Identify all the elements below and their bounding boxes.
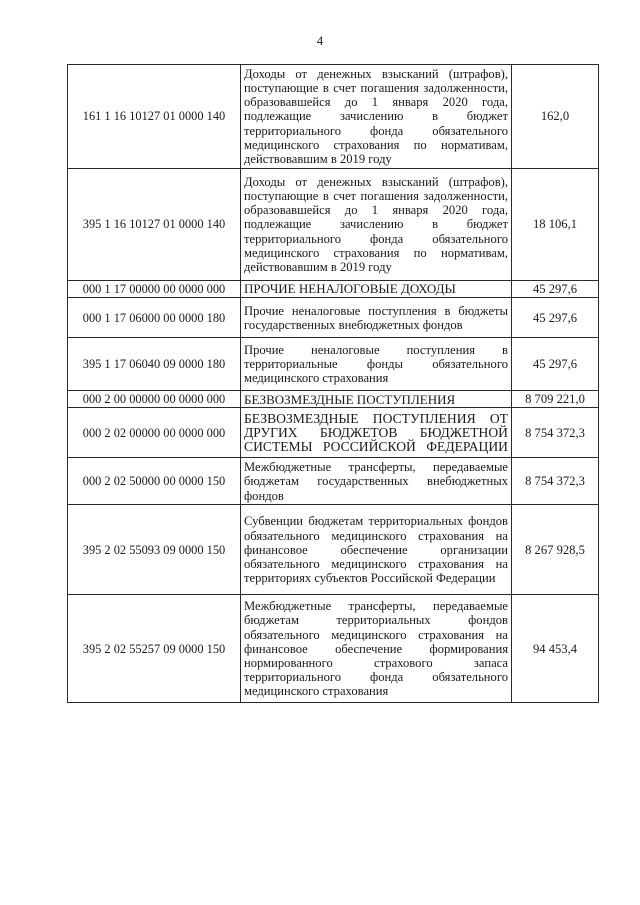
table-row [68,298,599,338]
revenue-name: ПРОЧИЕ НЕНАЛОГОВЫЕ ДОХОДЫ [241,281,512,298]
revenue-code: 395 1 16 10127 01 0000 140 [68,169,241,281]
revenue-code: 395 2 02 55093 09 0000 150 [68,505,241,595]
revenue-name: Межбюджетные трансферты, передаваемые бюджетам государственных внебюджетных фондов [241,458,512,505]
revenue-name: Прочие неналоговые поступления в территориальные фонды обязательного медицинского страхования [241,338,512,391]
table-row [68,505,599,595]
revenue-amount: 45 297,6 [512,298,599,338]
revenue-amount: 45 297,6 [512,281,599,298]
revenue-code: 395 1 17 06040 09 0000 180 [68,338,241,391]
revenue-code: 000 2 02 00000 00 0000 000 [68,408,241,458]
revenue-amount: 94 453,4 [512,595,599,703]
page-number: 4 [316,33,324,48]
table-row [68,281,599,298]
revenue-amount: 18 106,1 [512,169,599,281]
revenue-name: Доходы от денежных взысканий (штрафов), поступающие в счет погашения задолженности, образовавшейся до 1 января 2020 года, подлежащие зачислению в бюджет территориального фонда обязательного медицинского страхования по нормативам, действовавшим в 2019 году [241,65,512,169]
table-row [68,65,599,169]
table-row [68,458,599,505]
table-row [68,595,599,703]
revenue-amount: 8 267 928,5 [512,505,599,595]
table-row [68,169,599,281]
table-row [68,408,599,458]
revenue-table [67,64,599,703]
table-row [68,338,599,391]
revenue-amount: 8 754 372,3 [512,408,599,458]
revenue-code: 000 2 00 00000 00 0000 000 [68,391,241,408]
revenue-amount: 8 754 372,3 [512,458,599,505]
revenue-amount: 45 297,6 [512,338,599,391]
revenue-name: Доходы от денежных взысканий (штрафов), поступающие в счет погашения задолженности, образовавшейся до 1 января 2020 года, подлежащие зачислению в бюджет территориального фонда обязательного медицинского страхования по нормативам, действовавшим в 2019 году [241,169,512,281]
revenue-code: 000 1 17 06000 00 0000 180 [68,298,241,338]
revenue-name: БЕЗВОЗМЕЗДНЫЕ ПОСТУПЛЕНИЯ [241,391,512,408]
revenue-code: 000 1 17 00000 00 0000 000 [68,281,241,298]
revenue-amount: 162,0 [512,65,599,169]
revenue-name: Прочие неналоговые поступления в бюджеты государственных внебюджетных фондов [241,298,512,338]
revenue-code: 395 2 02 55257 09 0000 150 [68,595,241,703]
revenue-name: Субвенции бюджетам территориальных фондов обязательного медицинского страхования на финансовое обеспечение организации обязательного медицинского страхования на территориях субъектов Российской Федерации [241,505,512,595]
table-row [68,391,599,408]
revenue-amount: 8 709 221,0 [512,391,599,408]
revenue-code: 000 2 02 50000 00 0000 150 [68,458,241,505]
revenue-name: БЕЗВОЗМЕЗДНЫЕ ПОСТУПЛЕНИЯ ОТ ДРУГИХ БЮДЖЕТОВ БЮДЖЕТНОЙ СИСТЕМЫ РОССИЙСКОЙ ФЕДЕРАЦИИ [241,408,512,458]
revenue-code: 161 1 16 10127 01 0000 140 [68,65,241,169]
revenue-name: Межбюджетные трансферты, передаваемые бюджетам территориальных фондов обязательного медицинского страхования на финансовое обеспечение формирования нормированного страхового запаса территориального фонда обязательного медицинского страхования [241,595,512,703]
